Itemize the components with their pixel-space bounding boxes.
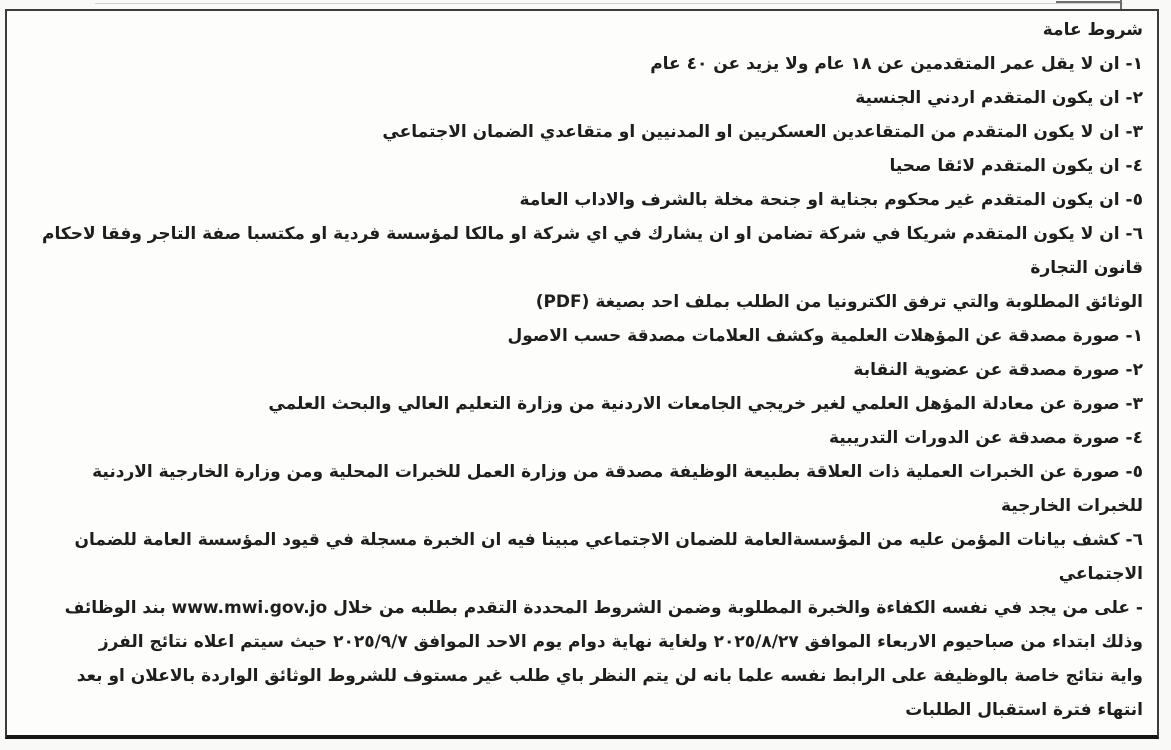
application-instructions-line: واية نتائج خاصة بالوظيفة على الرابط نفسه علما بانه لن يتم النظر باي طلب غير مستوف للشروط الوثائق الواردة بالاعلان او بعد — [76, 666, 1143, 686]
required-document-line: ٥- صورة عن الخبرات العملية ذات العلاقة بطبيعة الوظيفة مصدقة من وزارة العمل للخبرات المحلية ومن وزارة الخارجية الاردنية — [92, 462, 1143, 482]
application-instructions-line: - على من يجد في نفسه الكفاءة والخبرة المطلوبة وضمن الشروط المحددة التقدم بطلبه من خلال www.mwi.gov.jo بند الوظائف — [64, 598, 1143, 618]
documents-heading-line: الوثائق المطلوبة والتي ترفق الكترونيا من الطلب بملف احد بصيغة (PDF) — [535, 292, 1143, 312]
required-document-line: ٣- صورة عن معادلة المؤهل العلمي لغير خريجي الجامعات الاردنية من وزارة التعليم العالي والبحث العلمي — [268, 394, 1143, 414]
table-border-remnant-light — [95, 3, 1123, 4]
required-document-line: للخبرات الخارجية — [1000, 496, 1143, 516]
table-border-remnant-tick — [1120, 0, 1122, 9]
general-condition-line: ١- ان لا يقل عمر المتقدمين عن ١٨ عام ولا يزيد عن ٤٠ عام — [650, 54, 1143, 74]
general-condition-line: ٥- ان يكون المتقدم غير محكوم بجناية او جنحة مخلة بالشرف والاداب العامة — [519, 190, 1143, 210]
table-border-remnant-dark — [1056, 1, 1122, 3]
announcement-document — [5, 9, 1159, 739]
required-document-line: ٢- صورة مصدقة عن عضوية النقابة — [853, 360, 1143, 380]
required-document-line: ١- صورة مصدقة عن المؤهلات العلمية وكشف العلامات مصدقة حسب الاصول — [507, 326, 1143, 346]
document-title: شروط عامة — [1042, 20, 1143, 40]
application-instructions-line: انتهاء فترة استقبال الطلبات — [905, 700, 1143, 720]
general-condition-line: ٦- ان لا يكون المتقدم شريكا في شركة تضامن او ان يشارك في اي شركة او مالكا لمؤسسة فردية او مكتسبا صفة التاجر وفقا لاحكام — [42, 224, 1143, 244]
required-document-line: الاجتماعي — [1058, 564, 1143, 584]
general-condition-line: ٤- ان يكون المتقدم لائقا صحيا — [889, 156, 1143, 176]
document-lines — [17, 47, 1143, 727]
general-condition-line: ٣- ان لا يكون المتقدم من المتقاعدين العسكريين او المدنيين او متقاعدي الضمان الاجتماعي — [382, 122, 1143, 142]
application-instructions-line: وذلك ابتداء من صباحيوم الاربعاء الموافق ٢٠٢٥/٨/٢٧ ولغاية نهاية دوام يوم الاحد الموافق ٢٠٢٥/٩/٧ حيث سيتم اعلاه نتائج الفرز — [98, 632, 1143, 652]
required-document-line: ٦- كشف بيانات المؤمن عليه من المؤسسةالعامة للضمان الاجتماعي مبينا فيه ان الخبرة مسجلة في قيود المؤسسة العامة للضمان — [74, 530, 1143, 550]
general-condition-line: قانون التجارة — [1030, 258, 1143, 278]
general-condition-line: ٢- ان يكون المتقدم اردني الجنسية — [855, 88, 1143, 108]
required-document-line: ٤- صورة مصدقة عن الدورات التدريبية — [828, 428, 1143, 448]
